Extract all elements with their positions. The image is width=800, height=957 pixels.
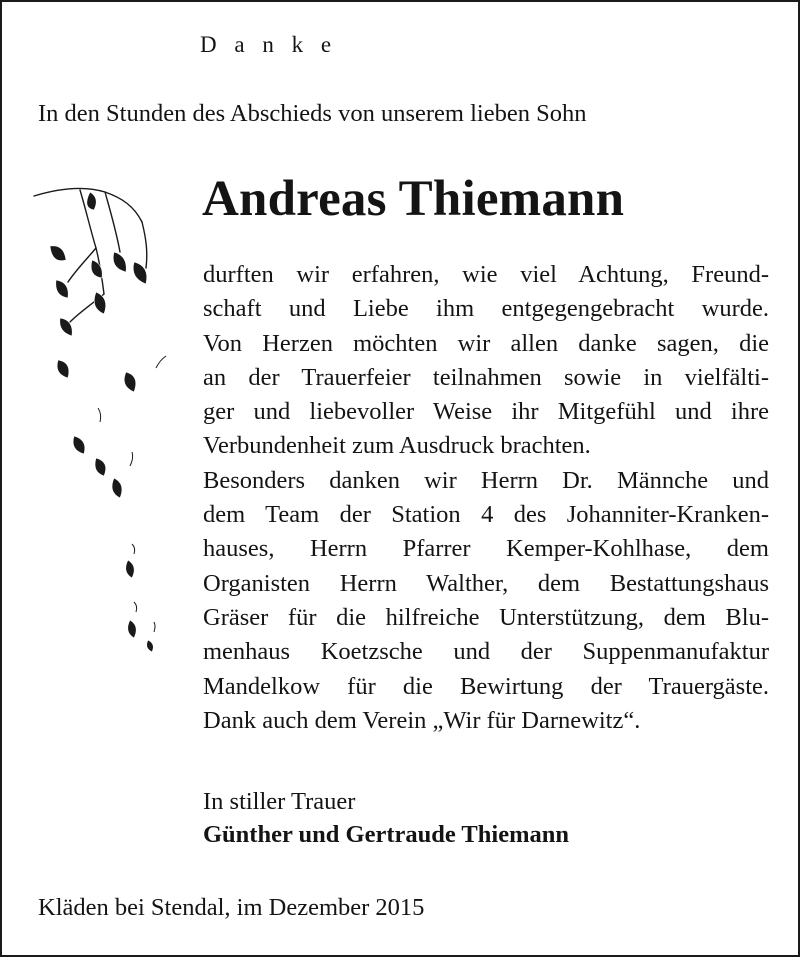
leaf <box>50 246 66 261</box>
body-text <box>203 258 769 738</box>
leaf <box>124 372 136 392</box>
body-line: menhaus Koetzsche und der Suppenmanufaktur <box>203 638 769 666</box>
leaf <box>126 560 135 578</box>
falling-leaves-icon <box>30 182 180 662</box>
body-line: durften wir erfahren, wie viel Achtung, Freund- <box>203 261 769 288</box>
leaf <box>57 360 69 378</box>
closing-text: In stiller Trauer <box>203 788 356 815</box>
body-line: Von Herzen möchten wir allen danke sagen, die <box>203 329 769 357</box>
leaf <box>87 192 96 210</box>
leaf <box>94 292 106 314</box>
leaf <box>147 640 154 652</box>
body-line: hauses, Herrn Pfarrer Kemper-Kohlhase, dem <box>203 535 769 563</box>
body-line: ger und liebevoller Weise ihr Mitgefühl und ihre <box>203 398 769 426</box>
branch-twig <box>105 192 120 252</box>
place-date: Kläden bei Stendal, im Dezember 2015 <box>38 894 425 921</box>
leaf <box>128 620 137 638</box>
body-line: dem Team der Station 4 des Johanniter-Kranken- <box>203 501 769 529</box>
deceased-name: Andreas Thiemann <box>202 171 625 227</box>
branch-twig <box>142 222 147 268</box>
leaf <box>113 252 126 272</box>
leaf <box>95 458 106 476</box>
signatories: Günther und Gertraude Thiemann <box>203 821 569 848</box>
body-line: Mandelkow für die Bewirtung der Trauergäste. <box>203 672 769 700</box>
intro-text: In den Stunden des Abschieds von unserem lieben Sohn <box>38 100 587 127</box>
leaf <box>112 478 122 498</box>
body-line: Organisten Herrn Walther, dem Bestattungshaus <box>203 569 769 597</box>
leaf <box>73 436 85 454</box>
leaf <box>91 260 102 278</box>
body-line: Besonders danken wir Herrn Dr. Männche und <box>203 466 769 494</box>
leaf <box>133 262 147 284</box>
body-line: Verbundenheit zum Ausdruck brachten. <box>203 432 591 460</box>
body-line: an der Trauerfeier teilnahmen sowie in vielfälti- <box>203 363 769 391</box>
notice-heading: D a n k e <box>200 32 338 57</box>
body-line: schaft und Liebe ihm entgegengebracht wurde. <box>203 295 769 323</box>
body-line: Gräser für die hilfreiche Unterstützung, dem Blu- <box>203 603 769 631</box>
leaf <box>56 280 69 298</box>
body-line: Dank auch dem Verein „Wir für Darnewitz“. <box>203 706 641 734</box>
